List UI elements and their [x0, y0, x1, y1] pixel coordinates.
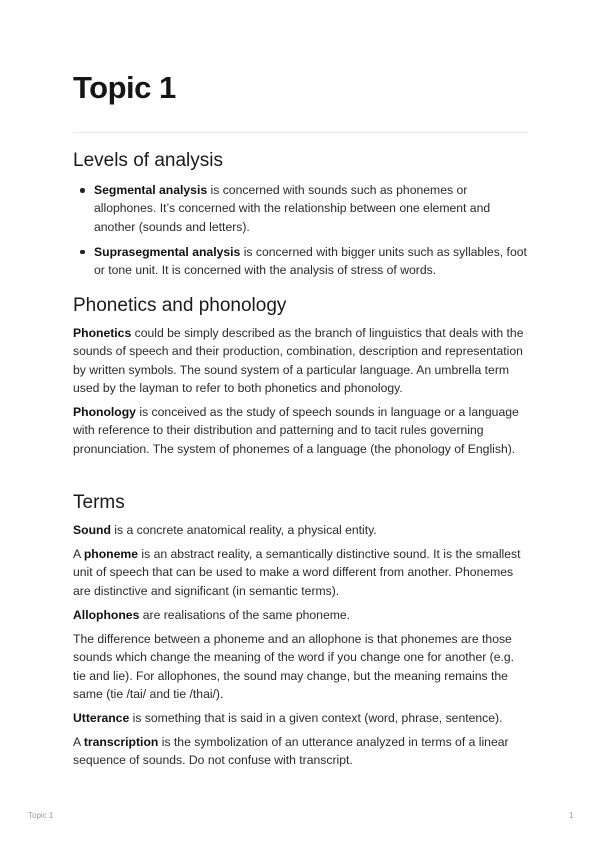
term-bold: phoneme [83, 547, 139, 561]
term-bold: Suprasegmental analysis [94, 244, 241, 259]
heading-levels-of-analysis: Levels of analysis [73, 150, 223, 171]
paragraph-phoneme: A phoneme is an abstract reality, a semantically distinctive sound. It is the smallest unit of speech that can be used to make a word different from another. Phonemes are distinctive and significant (in semantic terms). [73, 547, 521, 598]
list-item [73, 243, 528, 280]
paragraph-allophones [73, 606, 528, 624]
paragraph-phonology [73, 403, 528, 458]
paragraph-text: is conceived as the study of speech sounds in language or a language with reference to their distribution and patterning and to tacit rules governing pronunciation. The system of phonemes of a language (the phonology of English). [73, 405, 519, 456]
term-bold: Phonology [73, 405, 136, 419]
paragraph-transcription: A transcription is the symbolization of an utterance analyzed in terms of a linear sequence of sounds. Do not confuse with transcript. [73, 735, 509, 768]
item-text: is concerned with bigger units such as syllables, foot or tone unit. It is concerned with the analysis of stress of words. [94, 244, 527, 278]
term-bold: Allophones [73, 608, 140, 622]
term-bold: Utterance [73, 711, 130, 725]
bullet-icon [80, 250, 85, 255]
footer-title: Topic 1 [28, 811, 54, 820]
term-bold: Phonetics [73, 326, 132, 340]
term-bold: Sound [73, 523, 111, 537]
bullet-icon [80, 188, 85, 193]
paragraph-text: is something that is said in a given context (word, phrase, sentence). [129, 711, 503, 725]
paragraph-text: is a concrete anatomical reality, a physical entity. [110, 523, 377, 537]
title-divider [73, 132, 528, 133]
term-bold: transcription [83, 735, 159, 749]
item-text: is concerned with sounds such as phonemes or allophones. It’s concerned with the relationship between one element and another (sounds and letters). [94, 183, 491, 234]
paragraph-difference [73, 630, 528, 703]
paragraph-text: is the symbolization of an utterance analyzed in terms of a linear sequence of sounds. Do not confuse with transcript. [73, 735, 509, 768]
footer-page-number: 1 [569, 811, 574, 820]
page-title: Topic 1 [73, 70, 176, 105]
paragraph-text: are realisations of the same phoneme. [139, 608, 351, 622]
paragraph-utterance [73, 709, 528, 727]
levels-list [73, 181, 528, 279]
paragraph-phonetics [73, 324, 528, 397]
paragraph-text: could be simply described as the branch of linguistics that deals with the sounds of speech and their production, combination, description and representation by written symbols. The sound system of a particular language. An umbrella term used by the layman to refer to both phonetics and phonology. [73, 326, 524, 395]
term-bold: Segmental analysis [94, 183, 208, 197]
paragraph-sound [73, 521, 528, 539]
paragraph-text: The difference between a phoneme and an allophone is that phonemes are those sounds which change the meaning of the word if you change one for another (e.g. tie and lie). For allophones, the sound may change, but the meaning remains the same (tie /tai/ and tie /thai/). [73, 632, 515, 701]
paragraph-text: is an abstract reality, a semantically distinctive sound. It is the smallest unit of speech that can be used to make a word different from another. Phonemes are distinctive and significant (in semantic terms). [73, 547, 521, 598]
list-item [73, 181, 528, 236]
heading-phonetics-and-phonology: Phonetics and phonology [73, 295, 287, 316]
heading-terms: Terms [73, 492, 125, 513]
